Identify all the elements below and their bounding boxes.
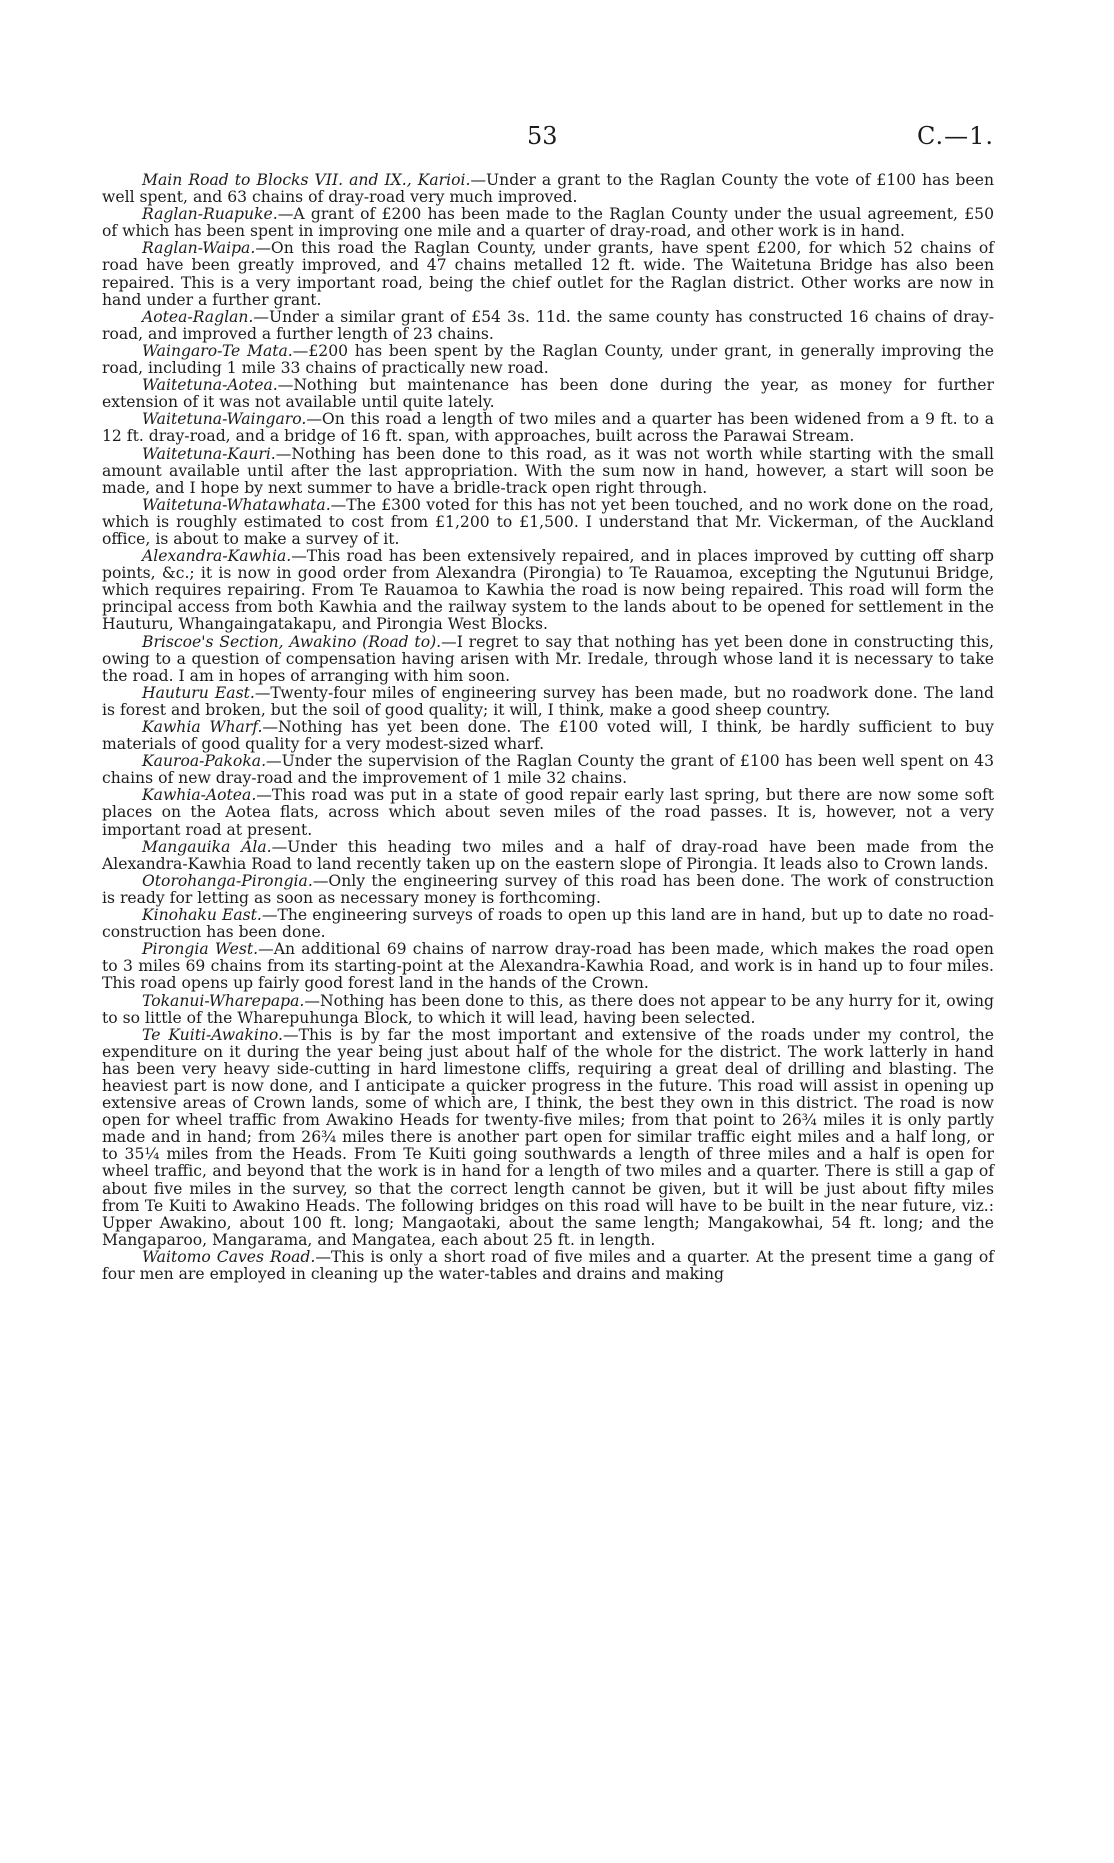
- road-title: Kawhia-Aotea.: [142, 786, 257, 805]
- road-title: Mangauika Ala.: [142, 837, 272, 856]
- paragraph: [102, 377, 994, 411]
- report-body: [102, 172, 994, 1283]
- road-title: Waitetuna-Whatawhata.: [142, 495, 331, 514]
- paragraph-text: —Only the engineering survey of this road has been done. The work of construction is ready for letting as soon as necessary money is forthcoming.: [102, 871, 994, 907]
- paragraph: [102, 1027, 994, 1249]
- paragraph-text: —Nothing has been done to this, as there does not appear to be any hurry for it, owing to so little of the Wharepuhunga Block, to which it will lead, having been selected.: [102, 991, 994, 1027]
- road-title: Main Road to Blocks VII. and IX., Karioi.: [142, 171, 471, 189]
- paragraph: [102, 685, 994, 719]
- document-reference: C.—1.: [916, 122, 994, 150]
- paragraph-text: —The engineering surveys of roads to open up this land are in hand, but up to date no road-construction has been done.: [102, 906, 994, 942]
- paragraph-text: —Nothing but maintenance has been done during the year, as money for further extension of it was not available until quite lately.: [102, 376, 994, 412]
- paragraph: [102, 719, 994, 753]
- road-title: Kauroa-Pakoka.: [142, 752, 267, 771]
- road-title: Aotea-Raglan.: [142, 307, 254, 326]
- road-title: Raglan-Ruapuke.: [142, 205, 278, 224]
- paragraph: [102, 240, 994, 308]
- paragraph-text: —The £300 voted for this has not yet been touched, and no work done on the road, which is roughly estimated to cost from £1,200 to £1,500. I understand that Mr. Vickerman, of the Auckland office, is about to make a survey of it.: [102, 495, 994, 548]
- paragraph-text: —Nothing has been done to this road, as it was not worth while starting with the small amount available until after the last appropriation. With the sum now in hand, however, a start will soon be made, and I hope by next summer to have a bridle-track open right through.: [102, 444, 994, 497]
- paragraph-text: —This is by far the most important and extensive of the roads under my control, the expenditure on it during the year being just about half of the whole for the district. The work latterly in hand has been very heavy side-cutting in hard limestone cliffs, requiring a great deal of drilling and blasting. The heaviest part is now done, and I anticipate a quicker progress in the future. This road will assist in opening up extensive areas of Crown lands, some of which are, I think, the best they own in this district. The road is now open for wheel traffic from Awakino Heads for twenty-five miles; from that point to 26¾ miles it is only partly made and in hand; from 26¾ miles there is another part open for similar traffic eight miles and a half long, or to 35¼ miles from the Heads. From Te Kuiti going southwards a length of three miles and a half is open for wheel traffic, and beyond that the work is in hand for a length of two miles and a quarter. There is still a gap of about five miles in the survey, so that the correct length cannot be given, but it will be just about fifty miles from Te Kuiti to Awakino Heads. The following bridges on this road will have to be built in the near future, viz.: Upper Awakino, about 100 ft. long; Mangaotaki, about the same length; Mangakowhai, 54 ft. long; and the Mangaparoo, Mangarama, and Mangatea, each about 25 ft. in length.: [102, 1025, 994, 1249]
- paragraph: [102, 787, 994, 838]
- road-title: Kinohaku East.: [142, 906, 262, 925]
- paragraph: [102, 873, 994, 907]
- paragraph-text: —An additional 69 chains of narrow dray-road has been made, which makes the road open to 3 miles 69 chains from its starting-point at the Alexandra-Kawhia Road, and work is in hand up to four miles. This road opens up fairly good forest land in the hands of the Crown.: [102, 940, 994, 993]
- paragraph-text: —Twenty-four miles of engineering survey has been made, but no roadwork done. The land is forest and broken, but the soil of good quality; it will, I think, make a good sheep country.: [102, 683, 995, 719]
- paragraph-text: —I regret to say that nothing has yet been done in constructing this, owing to a question of compensation having arisen with Mr. Iredale, through whose land it is necessary to take the road. I am in hopes of arranging with him soon.: [102, 632, 994, 685]
- road-title: Pirongia West.: [142, 940, 259, 959]
- road-title: Waitetuna-Aotea.: [142, 376, 278, 395]
- road-title: Raglan-Waipa.: [142, 239, 256, 258]
- paragraph: [102, 411, 994, 445]
- road-title: Otorohanga-Pirongia.: [142, 871, 313, 890]
- paragraph: [102, 753, 994, 787]
- paragraph: [102, 839, 994, 873]
- road-title: Kawhia Wharf.: [142, 718, 263, 736]
- paragraph: [102, 634, 994, 685]
- paragraph-text: —Under a grant to the Raglan County the vote of £100 has been well spent, and 63 chains of dray-road very much improved.: [102, 171, 994, 207]
- paragraph: [102, 993, 994, 1027]
- road-title: Tokanui-Wharepapa.: [142, 991, 305, 1010]
- road-title: Waitetuna-Waingaro.: [142, 410, 307, 429]
- paragraph-text: —This is only a short road of five miles and a quarter. At the present time a gang of four men are employed in cleaning up the water-tables and drains and making: [102, 1247, 994, 1283]
- road-title: Alexandra-Kawhia.: [142, 547, 292, 566]
- paragraph: [102, 907, 994, 941]
- paragraph-text: —Under this heading two miles and a half of dray-road have been made from the Alexandra-Kawhia Road to land recently taken up on the eastern slope of Pirongia. It leads also to Crown lands.: [102, 837, 994, 873]
- paragraph-text: —£200 has been spent by the Raglan County, under grant, in generally improving the road, including 1 mile 33 chains of practically new road.: [102, 341, 994, 378]
- paragraph-text: —On this road the Raglan County, under grants, have spent £200, for which 52 chains of road have been greatly improved, and 47 chains metalled 12 ft. wide. The Waitetuna Bridge has also been repaired. This is a very important road, being the chief outlet for the Raglan district. Other works are now in hand under a further grant.: [102, 239, 994, 309]
- paragraph-text: —On this road a length of two miles and a quarter has been widened from a 9 ft. to a 12 ft. dray-road, and a bridge of 16 ft. span, with approaches, built across the Parawai Stream.: [102, 410, 994, 446]
- road-title: Waitetuna-Kauri.: [142, 444, 276, 463]
- page-header: [0, 122, 1114, 162]
- paragraph: [102, 941, 994, 992]
- paragraph: [102, 172, 994, 206]
- road-title: Waingaro-Te Mata.: [142, 341, 293, 360]
- paragraph: [102, 206, 994, 240]
- paragraph-text: —This road was put in a state of good repair early last spring, but there are now some soft places on the Aotea flats, across which about seven miles of the road passes. It is, however, not a very important road at present.: [102, 786, 994, 839]
- paragraph: [102, 309, 994, 343]
- paragraph: [102, 343, 994, 377]
- road-title: Briscoe's Section, Awakino (Road to).: [142, 632, 442, 651]
- paragraph-text: —A grant of £200 has been made to the Raglan County under the usual agreement, £50 of which has been spent in improving one mile and a quarter of dray-road, and other work is in hand.: [102, 205, 994, 241]
- road-title: Te Kuiti-Awakino.: [142, 1025, 283, 1044]
- paragraph-text: —Under a similar grant of £54 3s. 11d. the same county has constructed 16 chains of dray-road, and improved a further length of 23 chains.: [102, 307, 994, 343]
- road-title: Waitomo Caves Road.: [142, 1247, 316, 1266]
- paragraph-text: —Under the supervision of the Raglan County the grant of £100 has been well spent on 43 chains of new dray-road and the improvement of 1 mile 32 chains.: [102, 752, 994, 788]
- paragraph: [102, 548, 994, 633]
- paragraph: [102, 446, 994, 497]
- page-number: 53: [527, 122, 558, 150]
- paragraph: [102, 497, 994, 548]
- paragraph-text: —Nothing has yet been done. The £100 voted will, I think, be hardly sufficient to buy materials of good quality for a very modest-sized wharf.: [102, 718, 994, 754]
- paragraph: [102, 1249, 994, 1283]
- road-title: Hauturu East.: [142, 683, 255, 702]
- paragraph-text: —This road has been extensively repaired, and in places improved by cutting off sharp points, &c.; it is now in good order from Alexandra (Pirongia) to Te Rauamoa, excepting the Ngutunui Bridge, which requires repairing. From Te Rauamoa to Kawhia the road is now being repaired. This road will form the principal access from both Kawhia and the railway system to the lands about to be opened for settlement in the Hauturu, Whangaingatakapu, and Pirongia West Blocks.: [102, 547, 994, 634]
